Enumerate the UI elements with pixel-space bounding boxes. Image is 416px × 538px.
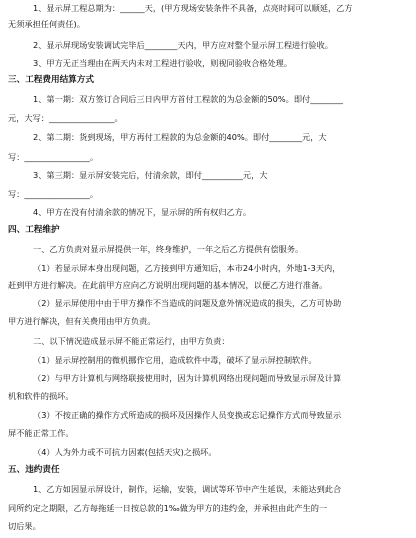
line: 切后果。 bbox=[8, 521, 41, 531]
line: 1、乙方如因显示屏设计，制作，运输，安装，调试等环节中产生延误，未能达到此合 bbox=[33, 484, 342, 494]
section-heading: 三、工程费用结算方式 bbox=[8, 75, 94, 85]
line: （3）不按正确的操作方式所造成的损坏及因操作人员变换或忘记操作方式而导致显示 bbox=[33, 410, 342, 420]
line: 写：________________。 bbox=[8, 152, 99, 162]
line: （2）与甲方计算机与网络联接使用时，因为计算机网络出现问题而导致显示屏及计算 bbox=[33, 373, 342, 383]
line: 写：________________。 bbox=[8, 189, 99, 199]
line: 同所约定之期限，乙方每拖延一日按总款的1‰做为甲方的违约金，并承担由此产生的一 bbox=[8, 503, 328, 513]
line: （1）若显示屏本身出现问题，乙方接到甲方通知后，本市24小时内，外地1-3天内， bbox=[33, 263, 341, 273]
line: 赶到甲方进行解决。在此前甲方应向乙方说明出现问题的基本情况，以便乙方进行准备。 bbox=[8, 280, 328, 290]
line: 屏不能正常工作。 bbox=[8, 428, 74, 438]
line: 1、第一期：双方签订合同后三日内甲方首付工程款的为总金额的50%。即付________ bbox=[33, 94, 343, 104]
line: 2、显示屏现场安装调试完毕后________天内，甲方应对整个显示屏工程进行验收。 bbox=[33, 40, 333, 50]
line: （1）显示屏控制用的微机挪作它用，造成软件中毒，破坏了显示屏控制软件。 bbox=[33, 355, 317, 365]
line: 2、第二期：货到现场，甲方再付工程款的为总金额的40%。即付________元，大 bbox=[33, 132, 327, 142]
line: 机和软件的损坏。 bbox=[8, 391, 74, 401]
line: 二、以下情况造成显示屏不能正常运行，由甲方负责： bbox=[33, 336, 230, 346]
section-heading: 四、工程维护 bbox=[8, 225, 60, 235]
line: （2）显示屏使用中由于甲方操作不当造成的问题及意外情况造成的损失，乙方可协助 bbox=[33, 298, 342, 308]
line: 4、甲方在没有付清余款的情况下，显示屏的所有权归乙方。 bbox=[33, 207, 252, 217]
line: 无须承担任何责任)。 bbox=[8, 19, 85, 29]
line: 一、乙方负责对显示屏提供一年，终身维护，一年之后乙方提供有偿服务。 bbox=[33, 244, 304, 254]
section-heading: 五、违约责任 bbox=[8, 465, 60, 475]
line: 3、甲方无正当理由在两天内未对工程进行验收，则视同验收合格处理。 bbox=[33, 58, 293, 68]
line: （4）人为外力或不可抗力因素(包括天灾)之损坏。 bbox=[33, 447, 217, 457]
line: 1、显示屏工程总期为：______天，(甲方现场安装条件不具备，点亮时间可以顺延，乙方 bbox=[33, 3, 353, 13]
line: 元，大写：________________。 bbox=[8, 113, 123, 123]
line: 甲方进行解决，但有关费用由甲方负责。 bbox=[8, 316, 156, 326]
line: 3、第三期：显示屏安装完后，付清余款，即付__________元，大 bbox=[33, 170, 268, 180]
